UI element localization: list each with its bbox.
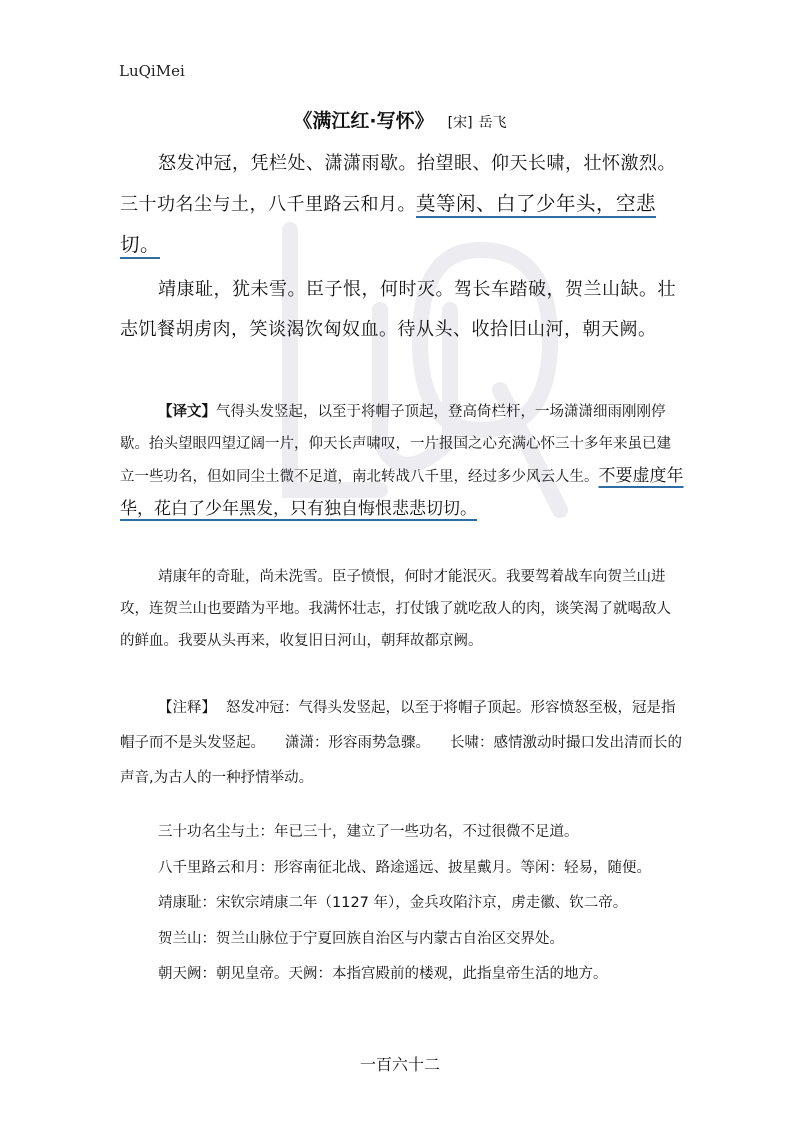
note-item: 三十功名尘与土：年已三十，建立了一些功名，不过很微不足道。 [158,824,579,840]
notes-label: 【注释】 [158,700,216,716]
title-main: 《满江红·写怀》 [293,110,434,132]
notes-list [158,815,698,993]
note-item: 朝天阙：朝见皇帝。天阙：本指宫殿前的楼观，此指皇帝生活的地方。 [158,966,608,982]
notes-section [120,691,685,796]
poem-stanza-1-text: 怒发冲冠，凭栏处、潇潇雨歇。抬望眼、仰天长啸，壮怀激烈。三十功名尘与土，八千里路云和月。 [120,153,676,215]
page-number: 一百六十二 [359,1055,440,1074]
note-item: 怒发冲冠：气得头发竖起，以至于将帽子顶起。形容愤怒至极，冠是指帽子而不是头发竖起。 [120,700,676,751]
poem-stanza-2-text: 靖康耻，犹未雪。臣子恨，何时灭。驾长车踏破，贺兰山缺。壮志饥餐胡虏肉，笑谈渴饮匈奴血。待从头、收拾旧山河，朝天阙。 [120,279,676,340]
header-author-tag: LuQiMei [119,62,185,80]
poem-stanza-2 [120,270,680,350]
translation-emphasis: 不要虚度年华，花白了少年黑发，只有独自悔恨悲悲切切。 [120,466,684,519]
note-item: 贺兰山：贺兰山脉位于宁夏回族自治区与内蒙古自治区交界处。 [158,930,564,947]
translation-paragraph-2 [120,561,685,657]
note-item: 潇潇：形容雨势急骤。 [285,735,430,751]
translation-label: 【译文】 [158,404,216,420]
translation-text-2: 靖康年的奇耻，尚未洗雪。臣子愤恨，何时才能泯灭。我要驾着战车向贺兰山进攻，连贺兰山也要踏为平地。我满怀壮志，打仗饿了就吃敌人的肉，谈笑渴了就喝敌人的鲜血。我要从头再来，收复旧日河山，朝拜故都京阙。 [120,569,671,649]
note-item: 长啸：感情激动时撮口发出清而长的声音,为古人的一种抒情举动。 [120,735,682,786]
translation-text-1: 气得头发竖起，以至于将帽子顶起，登高倚栏杆，一场潇潇细雨刚刚停歇。抬头望眼四望辽阔一片，仰天长声啸叹，一片报国之心充满心怀三十多年来虽已建立一些功名，但如同尘土微不足道，南北转战八千里，经过多少风云人生。 [120,404,671,485]
note-item: 靖康耻：宋钦宗靖康二年（1127 年），金兵攻陷汴京，虏走徽、钦二帝。 [158,895,628,911]
note-item: 八千里路云和月：形容南征北战、路途遥远、披星戴月。等闲：轻易，随便。 [158,859,651,876]
translation-paragraph-1 [120,396,685,526]
poem-stanza-1-emphasis: 莫等闲、白了少年头，空悲切。 [120,192,657,256]
poem-title [0,106,800,133]
title-dynasty: [宋] [447,115,473,131]
poem-stanza-1 [120,144,680,266]
title-author: 岳飞 [478,115,507,131]
